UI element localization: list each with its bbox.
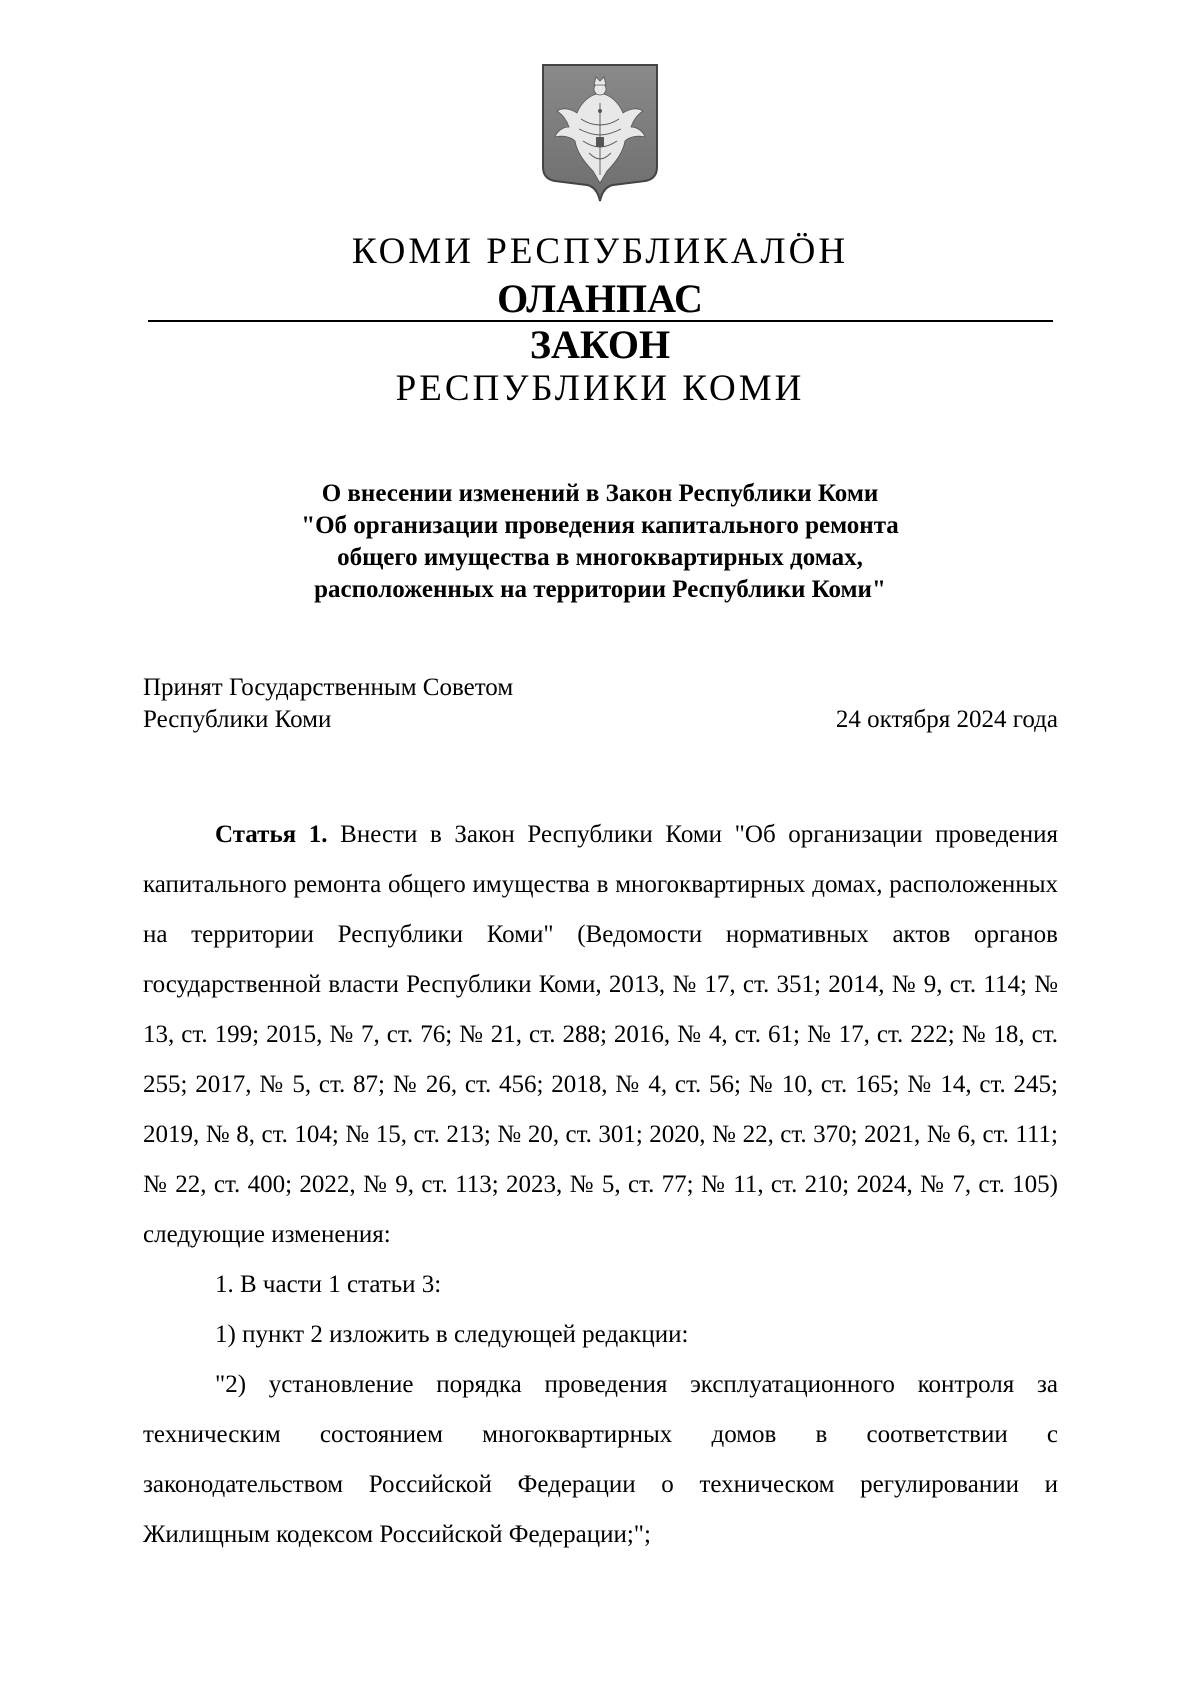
adoption-line-2: Республики Коми — [143, 706, 332, 733]
article-1-text: Внести в Закон Республики Коми "Об организации проведения капитального ремонта общего имущества в многоквартирных домах, расположенных на территории Республики Коми" (Ведомости нормативных актов органов государственной власти Республики Коми, 2013, № 17, ст. 351; 2014, № 9, ст. 114; № 13, ст. 199; 2015, № 7, ст. 76; № 21, ст. 288; 2016, № 4, ст. 61; № 17, ст. 222; № 18, ст. 255; 2017, № 5, ст. 87; № 26, ст. 456; 2018, № 4, ст. 56; № 10, ст. 165; № 14, ст. 245; 2019, № 8, ст. 104; № 15, ст. 213; № 20, ст. 301; 2020, № 22, ст. 370; 2021, № 6, ст. 111; № 22, ст. 400; 2022, № 9, ст. 113; 2023, № 5, ст. 77; № 11, ст. 210; 2024, № 7, ст. 105) следующие изменения: — [143, 821, 1058, 1248]
header-zakon: ЗАКОН — [529, 322, 671, 367]
article-1-quote: "2) установление порядка проведения эксплуатационного контроля за техническим состоянием многоквартирных домов в соответствии с законодательством Российской Федерации о техническом регулировании и Жилищным кодексом Российской Федерации;"; — [143, 1371, 1058, 1548]
law-title — [150, 478, 1050, 606]
law-title-line-2: "Об организации проведения капитального ремонта — [301, 512, 899, 539]
header-respubliki-komi: РЕСПУБЛИКИ КОМИ — [395, 368, 805, 409]
law-title-line-4: расположенных на территории Республики Коми" — [314, 576, 886, 603]
adoption-block — [143, 672, 1058, 736]
adoption-date: 24 октября 2024 года — [835, 706, 1058, 733]
article-1 — [143, 810, 1058, 1560]
law-title-line-3: общего имущества в многоквартирных домах, — [337, 544, 863, 571]
adoption-line-1: Принят Государственным Советом — [143, 674, 514, 701]
article-1-paragraph — [143, 810, 1058, 1260]
law-title-line-1: О внесении изменений в Закон Республики Коми — [321, 480, 879, 507]
komi-republic-coat-of-arms-icon — [541, 63, 659, 203]
article-1-label: Статья 1. — [215, 821, 328, 848]
header-komi-republic: КОМИ РЕСПУБЛИКАЛÖН — [351, 231, 849, 272]
article-1-item-1: 1. В части 1 статьи 3: — [215, 1271, 442, 1298]
header-olanpas: ОЛАНПАС — [497, 276, 703, 321]
article-1-subitem-1: 1) пункт 2 изложить в следующей редакции: — [215, 1321, 689, 1348]
